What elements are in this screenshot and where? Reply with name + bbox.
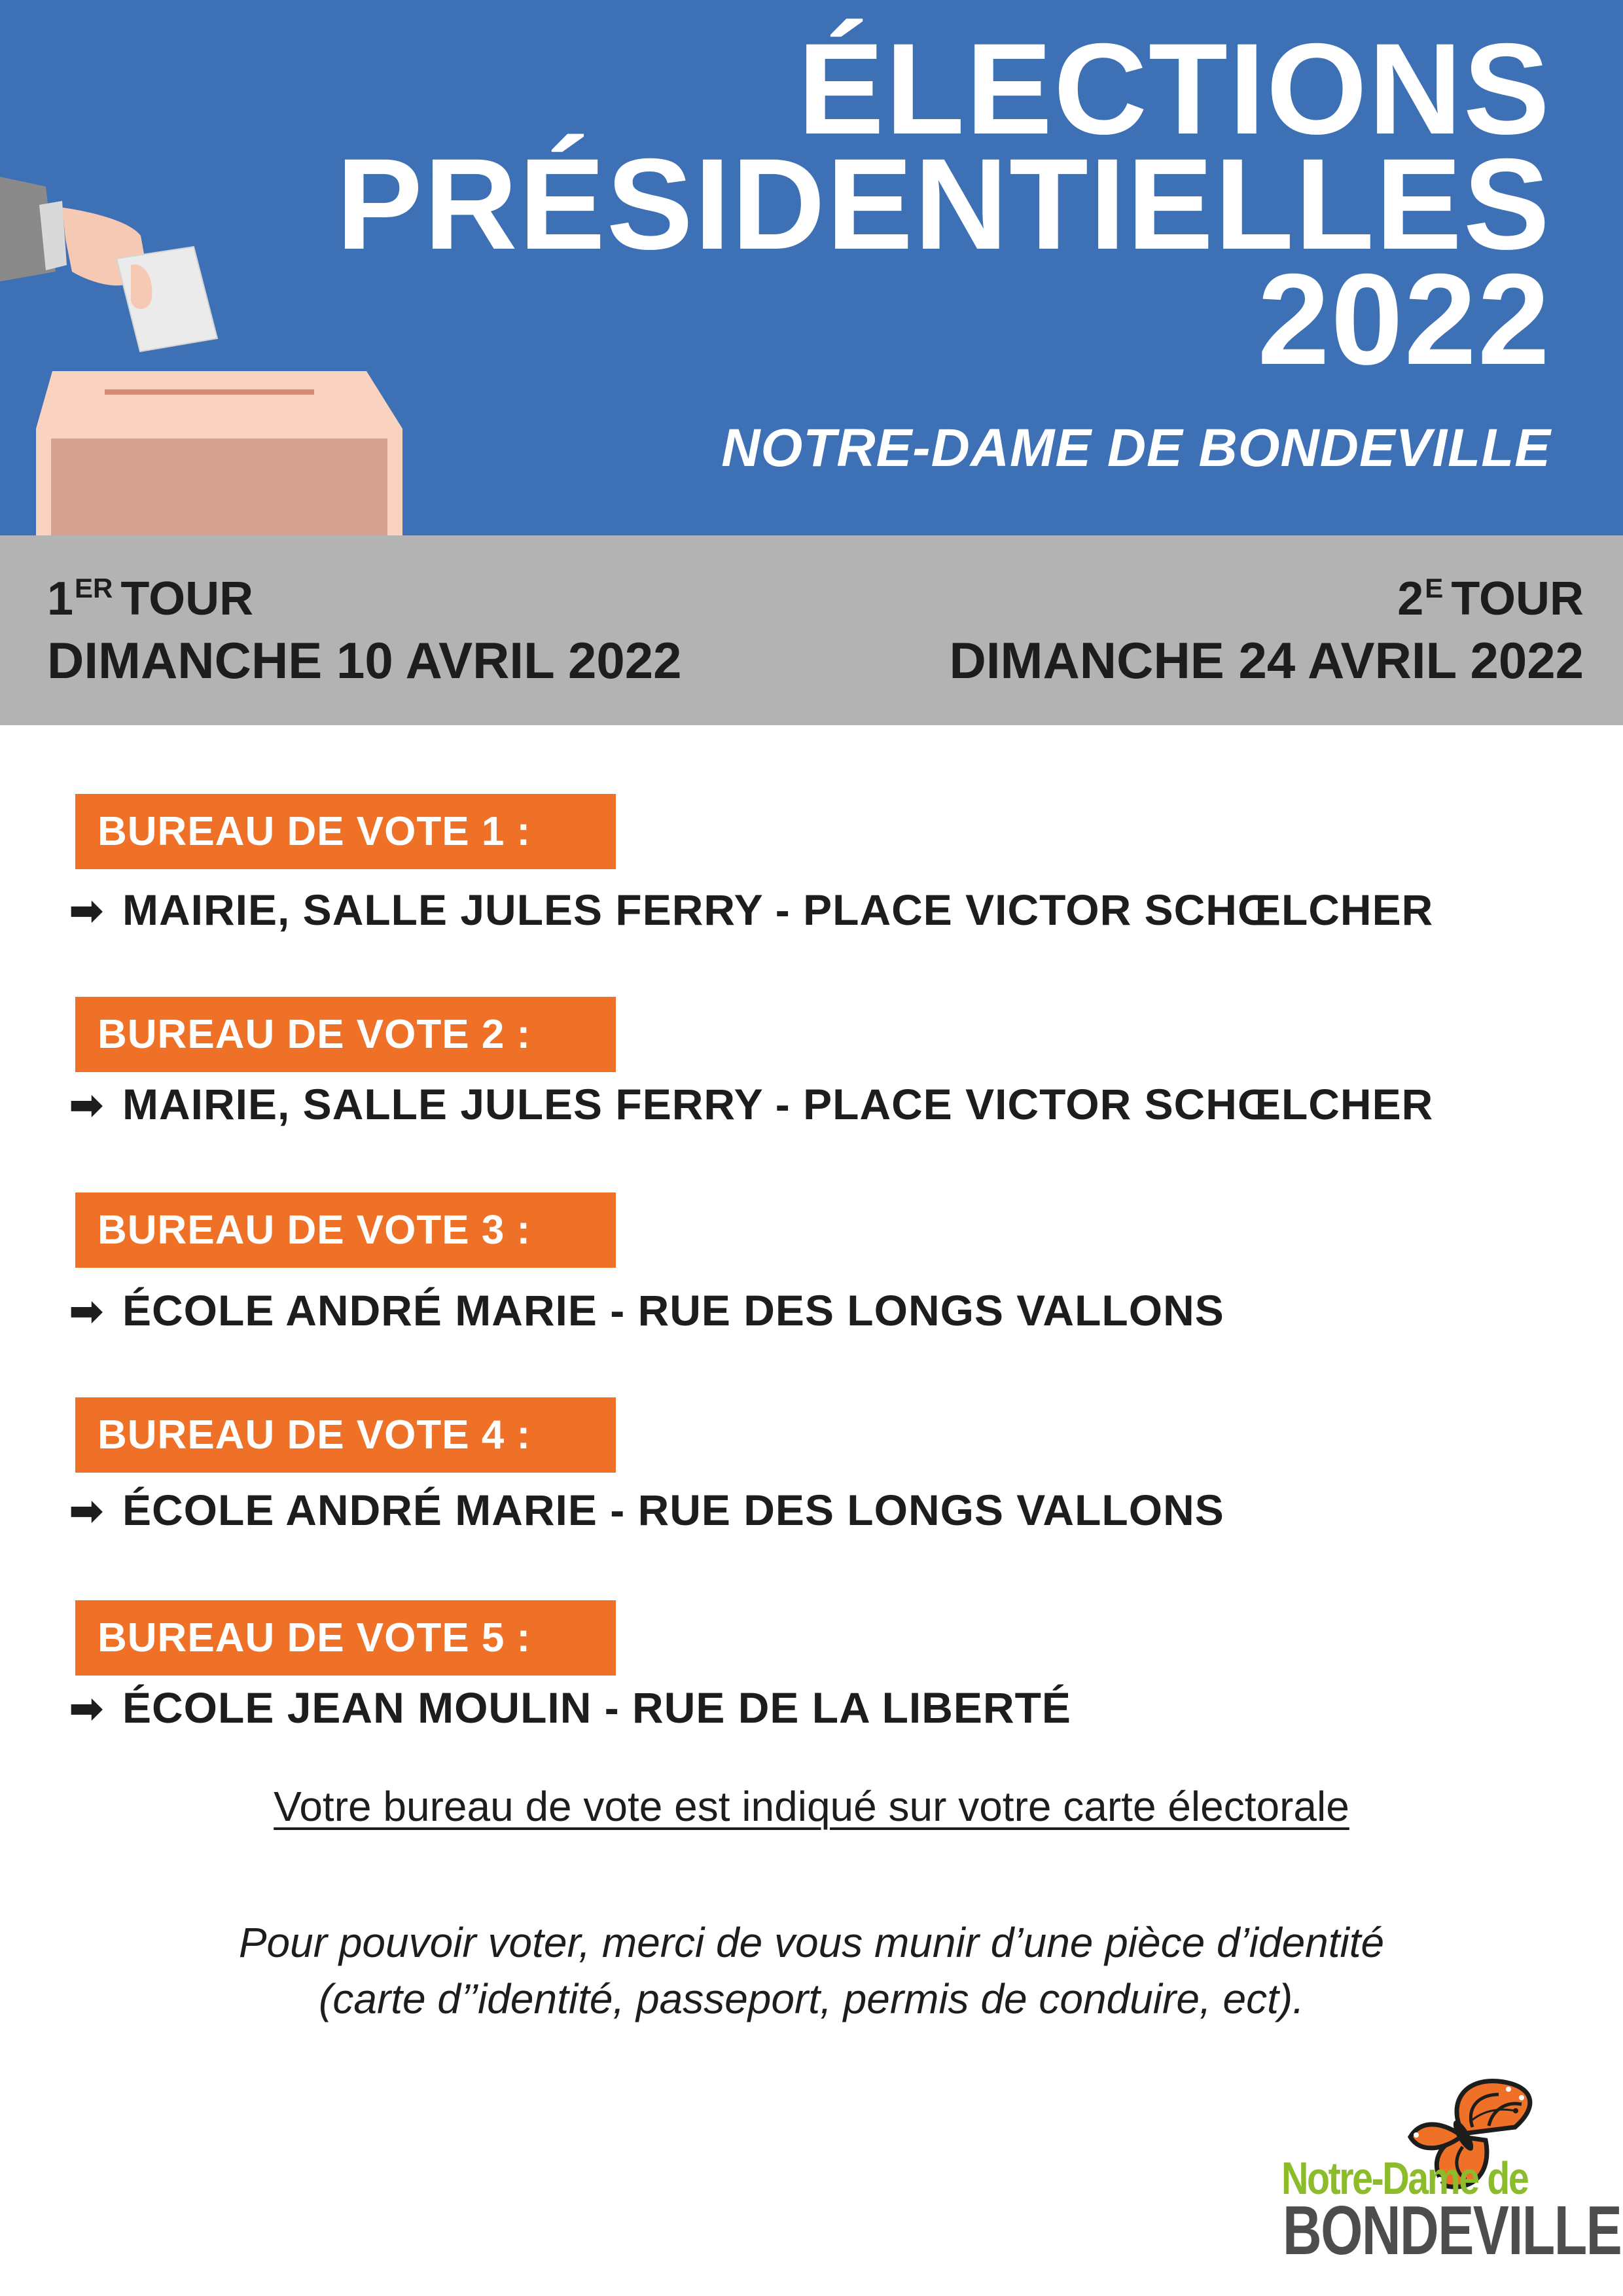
arrow-right-icon: ➡ xyxy=(69,887,105,934)
polling-station-5-badge: BUREAU DE VOTE 5 : xyxy=(75,1600,616,1676)
polling-station-1-address xyxy=(69,880,1433,939)
polling-station-2-address xyxy=(69,1075,1433,1134)
polling-station-2-badge: BUREAU DE VOTE 2 : xyxy=(75,997,616,1072)
first-round-suffix: ER xyxy=(75,573,113,603)
first-round-word: TOUR xyxy=(120,573,254,625)
polling-station-5-address-text: ÉCOLE JEAN MOULIN - RUE DE LA LIBERTÉ xyxy=(122,1683,1071,1732)
arrow-right-icon: ➡ xyxy=(69,1487,105,1534)
second-round-suffix: E xyxy=(1425,573,1444,603)
first-round-number: 1 xyxy=(47,573,74,625)
polling-station-4-badge: BUREAU DE VOTE 4 : xyxy=(75,1397,616,1473)
polling-station-2-address-text: MAIRIE, SALLE JULES FERRY - PLACE VICTOR SCHŒLCHER xyxy=(122,1080,1434,1128)
first-round-label xyxy=(47,571,682,626)
title-line-1: ÉLECTIONS xyxy=(797,16,1551,161)
logo-line-1: Notre-Dame de xyxy=(1281,2153,1528,2204)
second-round-word: TOUR xyxy=(1451,573,1584,625)
title-line-2: PRÉSIDENTIELLES xyxy=(336,132,1551,276)
polling-station-3-address xyxy=(69,1281,1224,1340)
town-subtitle: NOTRE-DAME DE BONDEVILLE xyxy=(721,418,1551,478)
town-logo xyxy=(1276,2075,1622,2271)
polling-station-3-address-text: ÉCOLE ANDRÉ MARIE - RUE DES LONGS VALLONS xyxy=(122,1286,1224,1335)
arrow-right-icon: ➡ xyxy=(69,1685,105,1732)
first-round xyxy=(47,571,682,694)
first-round-date: DIMANCHE 10 AVRIL 2022 xyxy=(47,632,682,689)
polling-station-1-address-text: MAIRIE, SALLE JULES FERRY - PLACE VICTOR SCHŒLCHER xyxy=(122,886,1434,934)
arrow-right-icon: ➡ xyxy=(69,1287,105,1335)
polling-station-4-address xyxy=(69,1480,1224,1539)
second-round xyxy=(949,571,1584,694)
id-note-line-1: Pour pouvoir voter, merci de vous munir d’une pièce d’identité xyxy=(238,1919,1385,1966)
title-line-3: 2022 xyxy=(1257,247,1551,391)
polling-station-3-badge: BUREAU DE VOTE 3 : xyxy=(75,1193,616,1268)
arrow-right-icon: ➡ xyxy=(69,1081,105,1128)
polling-card-note: Votre bureau de vote est indiqué sur votre carte électorale xyxy=(274,1783,1349,1830)
logo-line-2: BONDEVILLE xyxy=(1283,2192,1622,2269)
polling-station-4-address-text: ÉCOLE ANDRÉ MARIE - RUE DES LONGS VALLONS xyxy=(122,1486,1224,1534)
second-round-number: 2 xyxy=(1397,573,1424,625)
id-note-line-2: (carte d’’identité, passeport, permis de conduire, ect). xyxy=(319,1975,1304,2022)
election-dates-band xyxy=(0,535,1623,725)
page-title xyxy=(336,16,1551,391)
id-requirement-note xyxy=(0,1914,1623,2027)
polling-station-5-address xyxy=(69,1678,1071,1737)
polling-station-1-badge: BUREAU DE VOTE 1 : xyxy=(75,794,616,869)
second-round-date: DIMANCHE 24 AVRIL 2022 xyxy=(949,632,1584,689)
header-banner xyxy=(0,0,1623,535)
second-round-label xyxy=(949,571,1584,626)
